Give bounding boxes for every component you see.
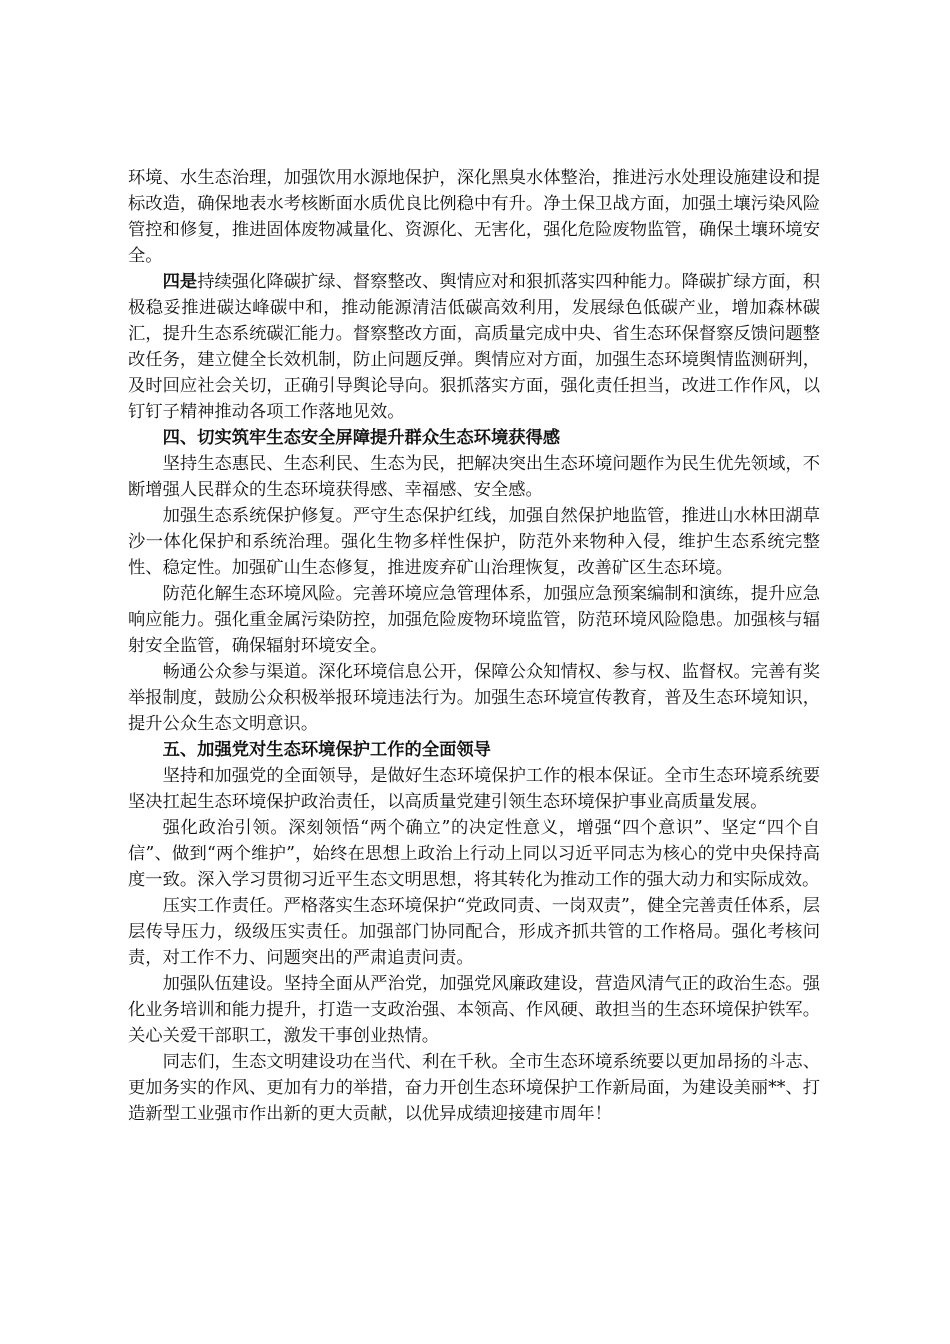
section-5-heading: 五、加强党对生态环境保护工作的全面领导 bbox=[162, 740, 491, 760]
section-5-paragraph-3: 压实工作责任。严格落实生态环境保护“党政同责、一岗双责”，健全完善责任体系，层层传导压力，级级压实责任。加强部门协同配合，形成齐抓共管的工作格局。强化考核问责，对工作不力、问题突出的严肃追责问责。 bbox=[128, 896, 820, 968]
point-4-lead: 四是 bbox=[162, 272, 198, 292]
paragraph-continuation: 环境、水生态治理，加强饮用水源地保护，深化黑臭水体整治，推进污水处理设施建设和提标改造，确保地表水考核断面水质优良比例稳中有升。净土保卫战方面，加强土壤污染风险管控和修复，推进固体废物减量化、资源化、无害化，强化危险废物监管，确保土壤环境安全。 bbox=[128, 168, 820, 266]
point-4-text: 持续强化降碳扩绿、督察整改、舆情应对和狠抓落实四种能力。降碳扩绿方面，积极稳妥推进碳达峰碳中和，推动能源清洁低碳高效利用，发展绿色低碳产业，增加森林碳汇，提升生态系统碳汇能力。督察整改方面，高质量完成中央、省生态环保督察反馈问题整改任务，建立健全长效机制，防止问题反弹。舆情应对方面，加强生态环境舆情监测研判，及时回应社会关切，正确引导舆论导向。狠抓落实方面，强化责任担当，改进工作作风，以钉钉子精神推动各项工作落地见效。 bbox=[128, 272, 820, 422]
section-5-paragraph-2: 强化政治引领。深刻领悟“两个确立”的决定性意义，增强“四个意识”、坚定“四个自信”、做到“两个维护”，始终在思想上政治上行动上同以习近平同志为核心的党中央保持高度一致。深入学习贯彻习近平生态文明思想，将其转化为推动工作的强大动力和实际成效。 bbox=[128, 818, 820, 890]
closing-paragraph: 同志们，生态文明建设功在当代、利在千秋。全市生态环境系统要以更加昂扬的斗志、更加务实的作风、更加有力的举措，奋力开创生态环境保护工作新局面，为建设美丽**、打造新型工业强市作出新的更大贡献，以优异成绩迎接建市周年！ bbox=[128, 1052, 820, 1124]
section-5-paragraph-4: 加强队伍建设。坚持全面从严治党，加强党风廉政建设，营造风清气正的政治生态。强化业务培训和能力提升，打造一支政治强、本领高、作风硬、敢担当的生态环境保护铁军。关心关爱干部职工，激发干事创业热情。 bbox=[128, 974, 820, 1046]
document-body bbox=[128, 165, 820, 1127]
section-5-paragraph-1: 坚持和加强党的全面领导，是做好生态环境保护工作的根本保证。全市生态环境系统要坚决扛起生态环境保护政治责任，以高质量党建引领生态环境保护事业高质量发展。 bbox=[128, 766, 820, 812]
section-4-paragraph-1: 坚持生态惠民、生态利民、生态为民，把解决突出生态环境问题作为民生优先领域，不断增强人民群众的生态环境获得感、幸福感、安全感。 bbox=[128, 454, 820, 500]
paragraph-point-4 bbox=[128, 269, 820, 425]
section-4-paragraph-3: 防范化解生态环境风险。完善环境应急管理体系，加强应急预案编制和演练，提升应急响应能力。强化重金属污染防控，加强危险废物环境监管，防范环境风险隐患。加强核与辐射安全监管，确保辐射环境安全。 bbox=[128, 584, 820, 656]
section-4-heading: 四、切实筑牢生态安全屏障提升群众生态环境获得感 bbox=[162, 428, 561, 448]
section-4-paragraph-2: 加强生态系统保护修复。严守生态保护红线，加强自然保护地监管，推进山水林田湖草沙一体化保护和系统治理。强化生物多样性保护，防范外来物种入侵，维护生态系统完整性、稳定性。加强矿山生态修复，推进废弃矿山治理恢复，改善矿区生态环境。 bbox=[128, 506, 820, 578]
section-4-paragraph-4: 畅通公众参与渠道。深化环境信息公开，保障公众知情权、参与权、监督权。完善有奖举报制度，鼓励公众积极举报环境违法行为。加强生态环境宣传教育，普及生态环境知识，提升公众生态文明意识。 bbox=[128, 662, 820, 734]
